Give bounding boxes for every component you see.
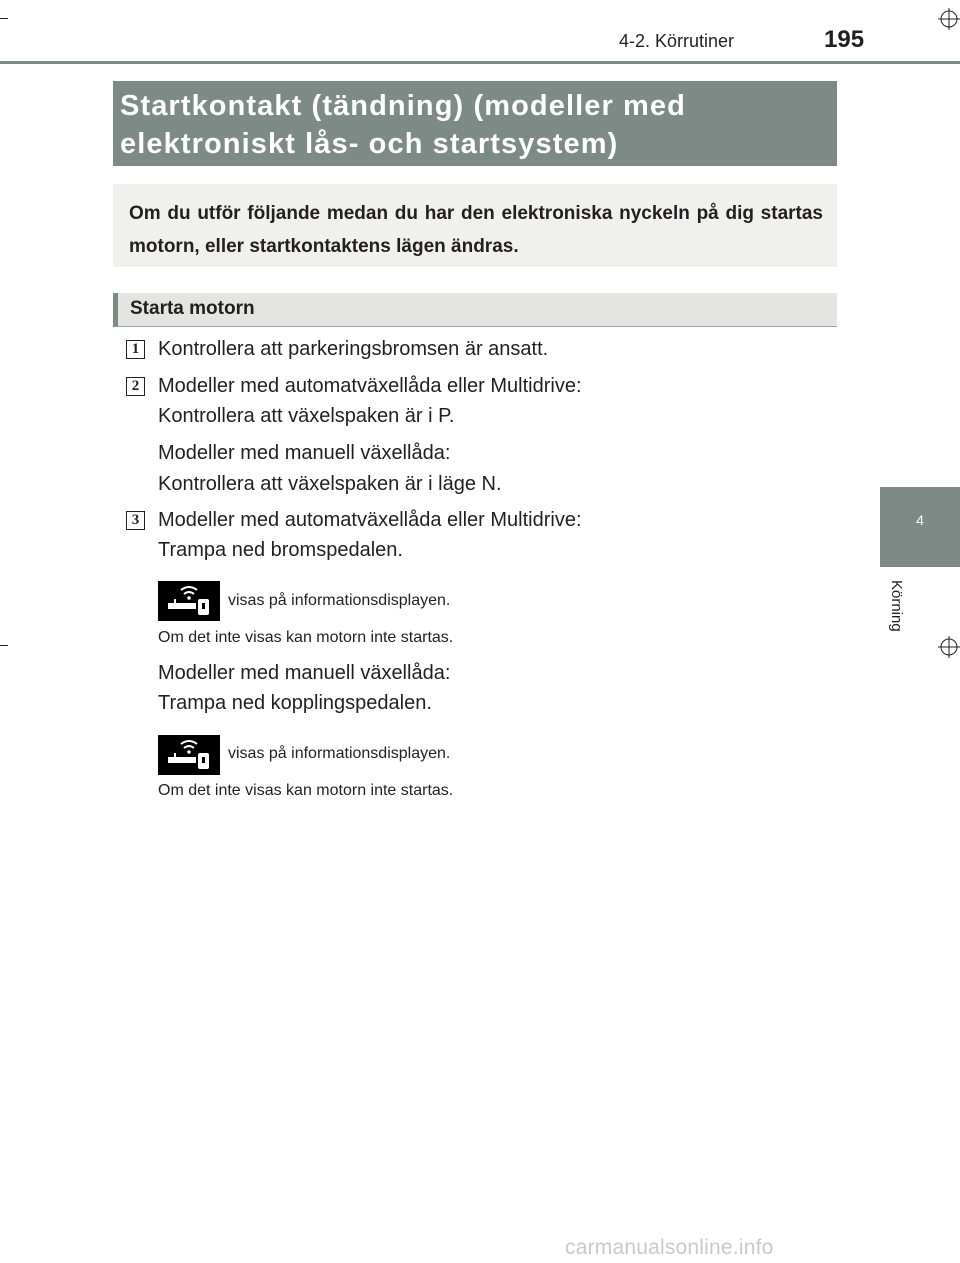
crop-mark-top-left-icon [0, 18, 8, 19]
crop-mark-left-icon [0, 645, 8, 646]
step-3-auto-indicator-text: visas på informationsdisplayen. [228, 592, 451, 609]
page-number: 195 [824, 26, 865, 53]
subheading [113, 293, 837, 327]
header-rule [0, 61, 960, 64]
page-title-line-2: elektroniskt lås- och startsystem) [120, 128, 619, 160]
step-2-auto-text: Kontrollera att växelspaken är i P. [158, 405, 455, 427]
step-1-text: Kontrollera att parkeringsbromsen är ansatt. [158, 338, 549, 360]
step-3-manual-note: Om det inte visas kan motorn inte startas. [158, 782, 454, 799]
step-3-auto-note: Om det inte visas kan motorn inte startas. [158, 629, 454, 646]
intro-box [113, 184, 837, 267]
step-3-manual-heading: Modeller med manuell växellåda: [158, 662, 451, 684]
chapter-number: 4 [916, 512, 924, 528]
page-title-line-1: Startkontakt (tändning) (modeller med [120, 90, 686, 122]
page-title [113, 81, 837, 166]
step-badge-3: 3 [126, 511, 145, 530]
key-pedal-indicator-icon [158, 735, 220, 775]
key-pedal-indicator-icon [158, 581, 220, 621]
registration-mark-right-icon [938, 636, 960, 658]
registration-mark-top-right-icon [938, 8, 960, 30]
watermark: carmanualsonline.info [565, 1236, 774, 1259]
step-badge-2: 2 [126, 377, 145, 396]
step-2-manual-heading: Modeller med manuell växellåda: [158, 442, 451, 464]
section-reference: 4-2. Körrutiner [619, 31, 735, 51]
step-badge-1: 1 [126, 340, 145, 359]
step-3-manual-indicator-text: visas på informationsdisplayen. [228, 745, 451, 762]
step-2-manual-text: Kontrollera att växelspaken är i läge N. [158, 473, 502, 495]
step-3-manual-text: Trampa ned kopplingspedalen. [158, 692, 432, 714]
intro-text: Om du utför följande medan du har den elektroniska nyckeln på dig startas motorn, eller startkontaktens lägen ändras. [129, 203, 823, 257]
subheading-label: Starta motorn [130, 298, 255, 319]
step-2-auto-heading: Modeller med automatväxellåda eller Multidrive: [158, 375, 582, 397]
step-3-auto-heading: Modeller med automatväxellåda eller Multidrive: [158, 509, 582, 531]
chapter-name: Körning [888, 580, 905, 632]
step-3-auto-text: Trampa ned bromspedalen. [158, 539, 403, 561]
